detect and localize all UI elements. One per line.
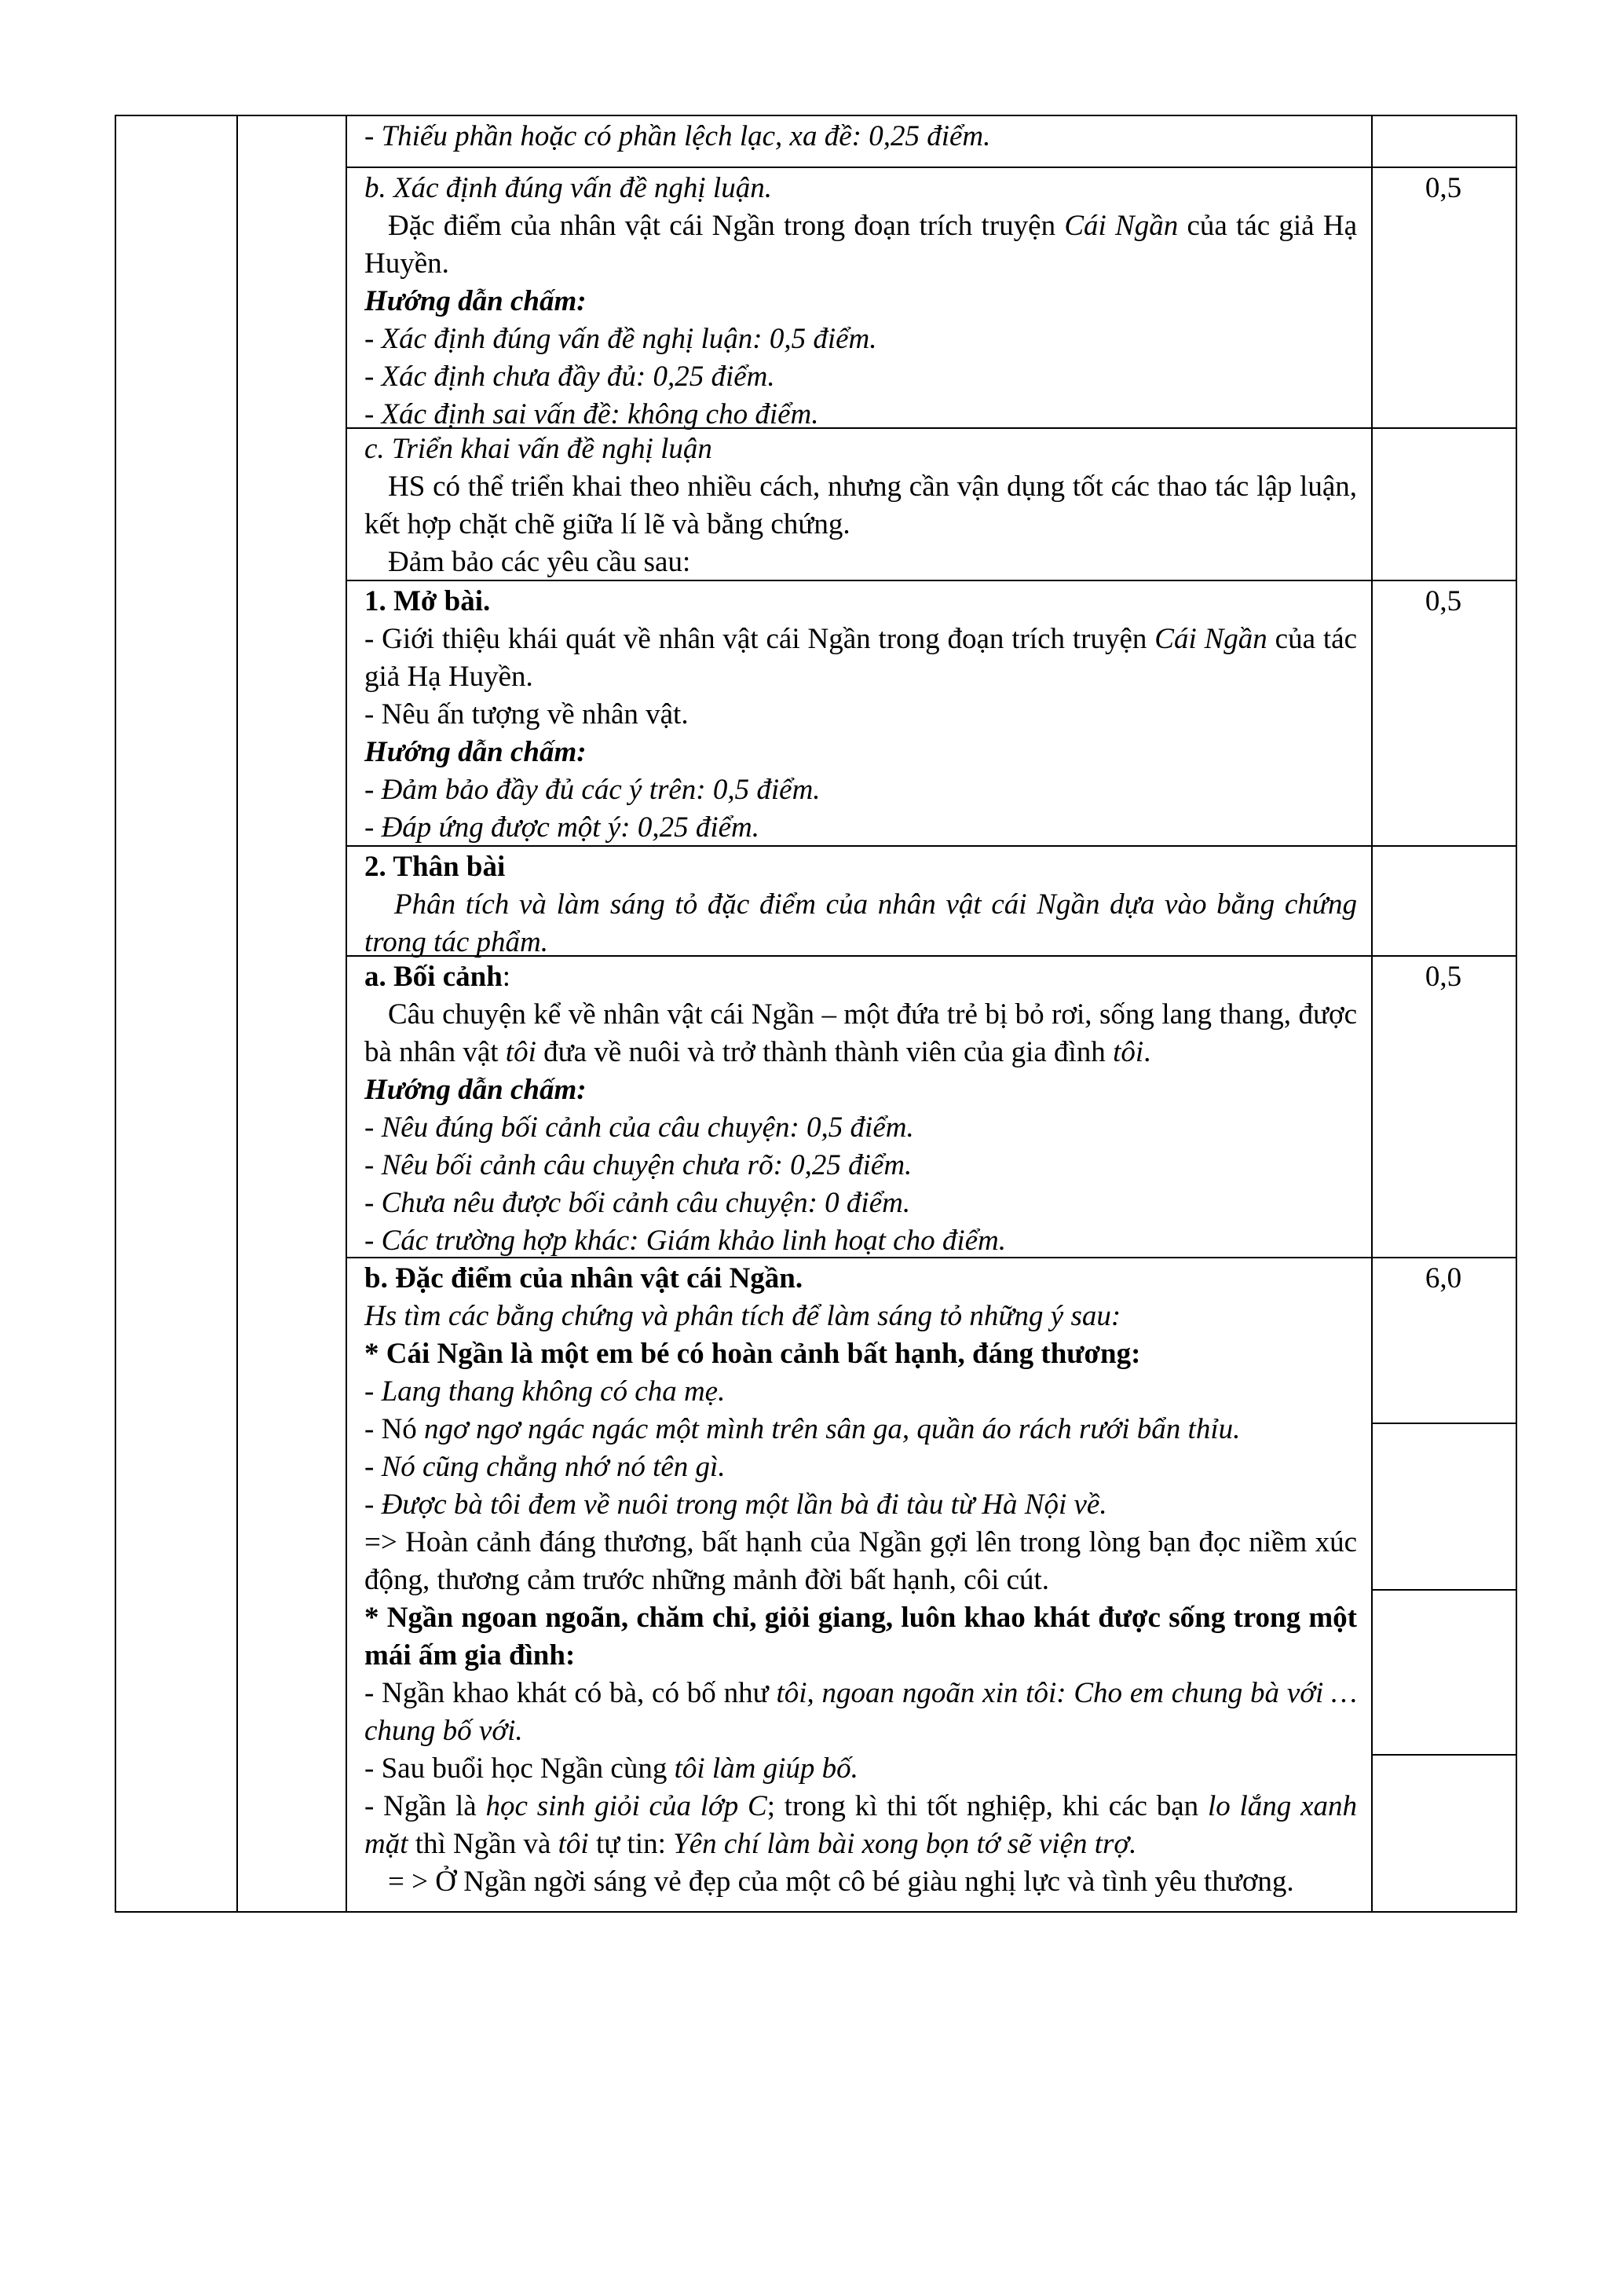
score-value: 0,5 — [1425, 172, 1462, 204]
grading-guide-line: - Xác định đúng vấn đề nghị luận: 0,5 điểm. — [364, 323, 877, 355]
column-divider-1 — [236, 115, 238, 1913]
evidence-line: - Được bà tôi đem về nuôi trong một lần bà đi tàu từ Hà Nội về. — [364, 1489, 1107, 1521]
column-divider-2 — [346, 115, 347, 1913]
section-body: Câu chuyện kể về nhân vật cái Ngần – một đứa trẻ bị bỏ rơi, sống lang thang, được bà nhân vật tôi đưa về nuôi và trở thành thành viên của gia đình tôi. — [364, 998, 1357, 1068]
table-border-top — [115, 115, 1517, 116]
section-heading: 2. Thân bài — [364, 851, 506, 883]
section-intro: Hs tìm các bằng chứng và phân tích để làm sáng tỏ những ý sau: — [364, 1300, 1121, 1332]
grading-guide-line: - Nêu đúng bối cảnh của câu chuyện: 0,5 điểm. — [364, 1111, 914, 1144]
section-heading: 1. Mở bài. — [364, 585, 491, 617]
row-identify-issue — [358, 170, 1365, 434]
grading-guide-line: - Các trường hợp khác: Giám khảo linh hoạt cho điểm. — [364, 1225, 1007, 1257]
grading-guide-title: Hướng dẫn chấm: — [364, 285, 587, 317]
row-incomplete-note — [358, 118, 1365, 156]
conclusion-line: = > Ở Ngần ngời sáng vẻ đẹp của một cô bé giàu nghị lực và tình yêu thương. — [388, 1866, 1294, 1898]
score-subdivider — [1371, 1423, 1517, 1424]
row-develop-issue — [358, 430, 1365, 581]
grading-guide-line: - Xác định chưa đầy đủ: 0,25 điểm. — [364, 361, 775, 393]
grading-guide-line: - Đáp ứng được một ý: 0,25 điểm. — [364, 811, 759, 844]
row-context — [358, 958, 1365, 1260]
evidence-line: - Sau buổi học Ngần cùng tôi làm giúp bố. — [364, 1752, 858, 1785]
conclusion-line: => Hoàn cảnh đáng thương, bất hạnh của Ngần gợi lên trong lòng bạn đọc niềm xúc động, thương cảm trước những mảnh đời bất hạnh, côi cút. — [364, 1526, 1357, 1596]
evidence-line: - Lang thang không có cha mẹ. — [364, 1375, 726, 1408]
column-divider-3 — [1371, 115, 1373, 1913]
section-body: - Nêu ấn tượng về nhân vật. — [364, 698, 689, 731]
evidence-line: - Ngần là học sinh giỏi của lớp C; trong kì thi tốt nghiệp, khi các bạn lo lắng xanh mặt thì Ngần và tôi tự tin: Yên chí làm bài xong bọn tớ sẽ viện trợ. — [364, 1790, 1357, 1860]
row-character-traits — [358, 1260, 1365, 1901]
evidence-line: - Nó ngơ ngơ ngác ngác một mình trên sân ga, quần áo rách rưới bẩn thỉu. — [364, 1413, 1241, 1445]
row-body-section — [358, 848, 1365, 961]
score-value: 6,0 — [1425, 1262, 1462, 1294]
section-body: - Giới thiệu khái quát về nhân vật cái Ngần trong đoạn trích truyện Cái Ngần của tác giả Hạ Huyền. — [364, 623, 1357, 693]
section-body: Phân tích và làm sáng tỏ đặc điểm của nhân vật cái Ngần dựa vào bằng chứng trong tác phẩm. — [364, 888, 1357, 958]
grading-guide-line: - Chưa nêu được bối cảnh câu chuyện: 0 điểm. — [364, 1187, 911, 1219]
grading-guide-line: - Xác định sai vấn đề: không cho điểm. — [364, 398, 819, 430]
section-heading: c. Triển khai vấn đề nghị luận — [364, 433, 712, 465]
criterion-line: - Thiếu phần hoặc có phần lệch lạc, xa đề: 0,25 điểm. — [364, 120, 991, 152]
section-heading: b. Xác định đúng vấn đề nghị luận. — [364, 172, 772, 204]
grading-guide-title: Hướng dẫn chấm: — [364, 1074, 587, 1106]
score-subdivider — [1371, 1589, 1517, 1591]
score-value: 0,5 — [1425, 585, 1462, 617]
section-body: Đảm bảo các yêu cầu sau: — [388, 546, 691, 578]
grading-guide-line: - Đảm bảo đầy đủ các ý trên: 0,5 điểm. — [364, 774, 821, 806]
evidence-line: - Ngần khao khát có bà, có bố như tôi, ngoan ngoãn xin tôi: Cho em chung bà với … chung bố với. — [364, 1677, 1357, 1747]
grading-guide-title: Hướng dẫn chấm: — [364, 736, 587, 768]
row-introduction — [358, 583, 1365, 847]
table-border-right — [1516, 115, 1517, 1913]
issue-description: Đặc điểm của nhân vật cái Ngần trong đoạn trích truyện Cái Ngần của tác giả Hạ Huyền. — [364, 210, 1357, 280]
section-heading: a. Bối cảnh: — [364, 961, 511, 993]
score-subdivider — [1371, 1754, 1517, 1756]
section-body: HS có thể triển khai theo nhiều cách, nhưng cần vận dụng tốt các thao tác lập luận, kết hợp chặt chẽ giữa lí lẽ và bằng chứng. — [364, 471, 1357, 540]
table-border-left — [115, 115, 116, 1913]
score-value: 0,5 — [1425, 961, 1462, 993]
section-heading: b. Đặc điểm của nhân vật cái Ngần. — [364, 1262, 803, 1294]
point-heading: * Ngần ngoan ngoãn, chăm chỉ, giỏi giang, luôn khao khát được sống trong một mái ấm gia đình: — [364, 1602, 1357, 1672]
row-divider — [346, 167, 1517, 168]
evidence-line: - Nó cũng chẳng nhớ nó tên gì. — [364, 1451, 726, 1483]
grading-guide-line: - Nêu bối cảnh câu chuyện chưa rõ: 0,25 điểm. — [364, 1149, 913, 1181]
point-heading: * Cái Ngần là một em bé có hoàn cảnh bất hạnh, đáng thương: — [364, 1338, 1141, 1370]
table-border-bottom — [115, 1911, 1517, 1913]
